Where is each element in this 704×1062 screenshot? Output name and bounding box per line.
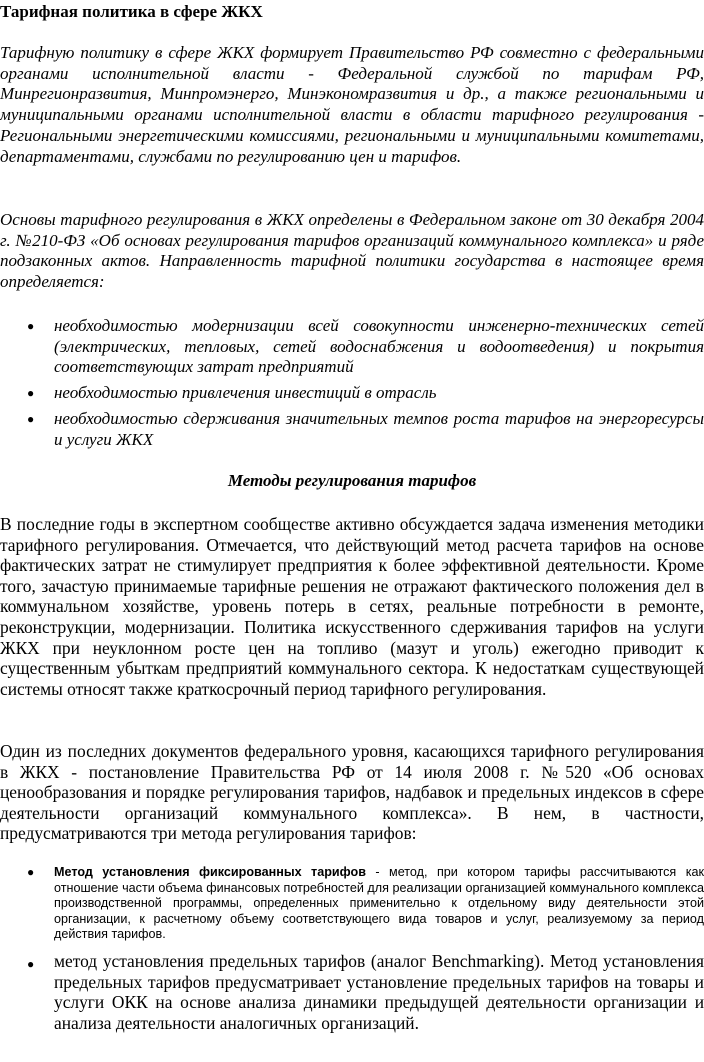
intro-paragraph: Тарифную политику в сфере ЖКХ формирует Правительство РФ совместно с федеральными органами исполнительной власти - Федеральной службой по тарифам РФ, Минрегионразвития, Минпромэнерго, Минэкономразвития и др., а также региональными и муниципальными органами исполнительной власти в области тарифного регулирования - Региональными энергетическими комиссиями, региональными и муниципальными комитетами, департаментами, службами по регулированию цен и тарифов.: [0, 43, 704, 166]
recent-discussion-paragraph: В последние годы в экспертном сообществе активно обсуждается задача изменения методики тарифного регулирования. Отмечается, что действующий метод расчета тарифов на основе фактических затрат не стимулирует предприятия к более эффективной деятельности. Кроме того, зачастую принимаемые тарифные решения не отражают фактического положения дел в коммунальном хозяйстве, уровень потерь в сетях, реальные потребности в ремонте, реконструкции, модернизации. Политика искусственного сдерживания тарифов на услуги ЖКХ при неуклонном росте цен на топливо (мазут и уголь) ежегодно приводит к существенным убыткам предприятий коммунального сектора. К недостаткам существующей системы относят также краткосрочный период тарифного регулирования.: [0, 514, 704, 699]
list-item-text: необходимостью модернизации всей совокупности инженерно-технических сетей (электрических, тепловых, сетей водоснабжения и водоотведения) и покрытия соответствующих затрат предприятий: [54, 316, 704, 377]
page-title: Тарифная политика в сфере ЖКХ: [0, 2, 263, 21]
list-item: [0, 383, 704, 404]
list-item: [0, 316, 704, 378]
method-description: - метод, при котором тарифы рассчитываются как отношение части объема финансовых потребностей для реализации организацией коммунального комплекса производственной программы, определенных применительно к отдельному виду деятельности этой организации, к расчетному объему соответствующего вида товаров и услуг, реализуемому за период действия тарифов.: [54, 865, 704, 942]
bullet-icon: ●: [27, 956, 35, 971]
methods-list: [0, 865, 704, 1033]
policy-directions-list: [0, 316, 704, 455]
list-item: [0, 951, 704, 1033]
list-item-text: необходимостью сдерживания значительных темпов роста тарифов на энергоресурсы и услуги ЖКХ: [54, 408, 704, 449]
bullet-icon: ●: [27, 386, 35, 401]
list-item-text: необходимостью привлечения инвестиций в отрасль: [54, 383, 437, 403]
document-paragraph: Один из последних документов федерального уровня, касающихся тарифного регулирования в ЖКХ - постановление Правительства РФ от 14 июля 2008 г. №520 «Об основах ценообразования и порядке регулирования тарифов, надбавок и предельных индексов в сфере деятельности организаций коммунального комплекса». В нем, в частности, предусматриваются три метода регулирования тарифов:: [0, 741, 704, 844]
bullet-icon: ●: [27, 411, 35, 426]
method-description: метод установления предельных тарифов (аналог Benchmarking). Метод установления предельных тарифов предусматривает установление предельных тарифов на товары и услуги ОКК на основе анализа динамики предыдущей деятельности организации и анализа деятельности аналогичных организаций.: [54, 950, 704, 1033]
bullet-icon: ●: [27, 865, 35, 879]
method-name: Метод установления фиксированных тарифов: [54, 865, 366, 879]
list-item: [0, 865, 704, 943]
section-heading: Методы регулирования тарифов: [227, 471, 477, 490]
list-item: [0, 409, 704, 450]
bullet-icon: ●: [27, 319, 35, 333]
basis-paragraph: Основы тарифного регулирования в ЖКХ определены в Федеральном законе от 30 декабря 2004 г. №210-ФЗ «Об основах регулирования тарифов организаций коммунального комплекса» и ряде подзаконных актов. Направленность тарифной политики государства в настоящее время определяется:: [0, 210, 704, 292]
